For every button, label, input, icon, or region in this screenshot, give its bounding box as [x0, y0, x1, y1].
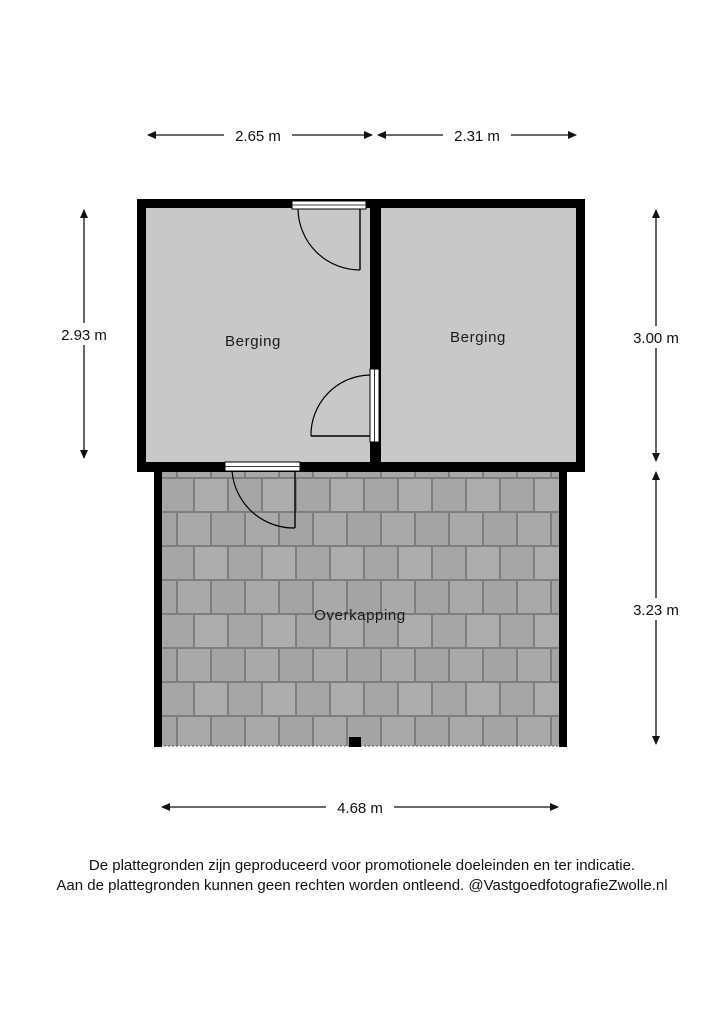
room-covered-area — [154, 466, 567, 747]
dimension-label-bottom: 4.68 m — [337, 800, 383, 817]
dimension-label-right-lower: 3.23 m — [633, 602, 679, 619]
dimension-right-upper — [622, 210, 690, 461]
room-label-covered-area: Overkapping — [314, 607, 406, 624]
dimension-left — [52, 210, 116, 458]
dimension-label-top-left: 2.65 m — [235, 128, 281, 145]
dimension-label-left: 2.93 m — [61, 327, 107, 344]
dimension-top-left — [148, 124, 372, 146]
dimension-label-top-right: 2.31 m — [454, 128, 500, 145]
dimension-top-right — [378, 124, 576, 146]
dimension-bottom — [162, 796, 558, 818]
disclaimer-line-1: De plattegronden zijn geproduceerd voor promotionele doeleinden en ter indicatie. — [88, 857, 636, 874]
disclaimer-line-2: Aan de plattegronden kunnen geen rechten worden ontleend. @VastgoedfotografieZwolle.nl — [56, 877, 668, 894]
room-storage-left — [146, 208, 370, 462]
dimension-label-right-upper: 3.00 m — [633, 330, 679, 347]
room-label-storage-left: Berging — [225, 333, 281, 350]
dimension-right-lower — [622, 472, 690, 744]
room-label-storage-right: Berging — [450, 329, 506, 346]
room-storage-right — [381, 208, 576, 462]
